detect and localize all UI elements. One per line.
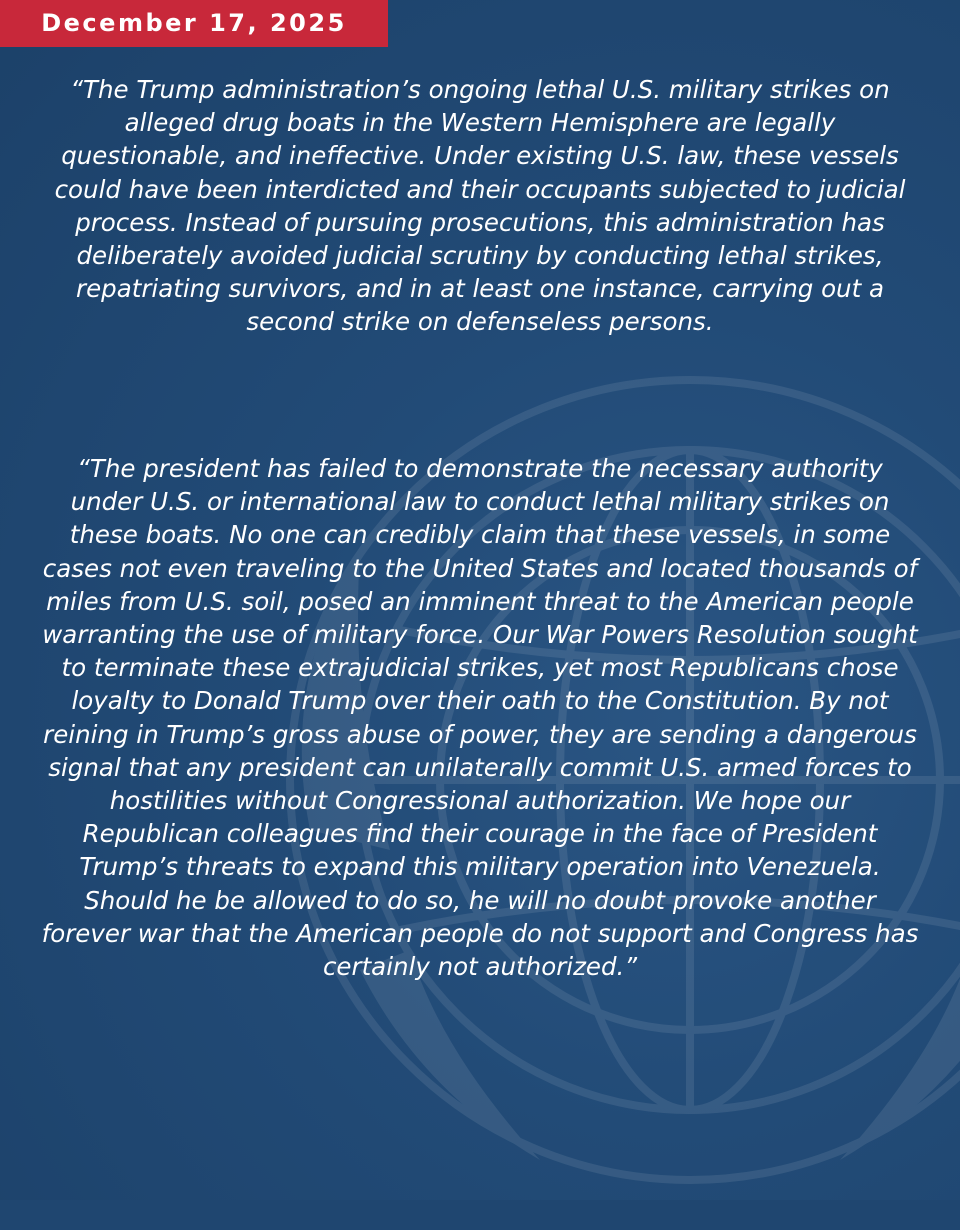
quote-paragraph-1: “The Trump administration’s ongoing lethal U.S. military strikes on alleged drug boats in the Western Hemisphere are legally questionable, and ineffective. Under existing U.S. law, these vessels could have been interdicted and their occupants subjected to judicial process. Instead of pursuing prosecutions, this administration has deliberately avoided judicial scrutiny by conducting lethal strikes, repatriating survivors, and in at least one instance, carrying out a second strike on defenseless persons. (54, 75, 906, 337)
date-badge: December 17, 2025 (0, 0, 388, 47)
quote-paragraph-2: “The president has failed to demonstrate the necessary authority under U.S. or international law to conduct lethal military strikes on these boats. No one can credibly claim that these vessels, in some cases not even traveling to the United States and located thousands of miles from U.S. soil, posed an imminent threat to the American people warranting the use of military force. Our War Powers Resolution sought to terminate these extrajudicial strikes, yet most Republicans chose loyalty to Donald Trump over their oath to the Constitution. By not reining in Trump’s gross abuse of power, they are sending a dangerous signal that any president can unilaterally commit U.S. armed forces to hostilities without Congressional authorization. We hope our Republican colleagues find their courage in the face of President Trump’s threats to expand this military operation into Venezuela. Should he be allowed to do so, he will no doubt provoke another forever war that the American people do not support and Congress has certainly not authorized.” (41, 454, 919, 982)
